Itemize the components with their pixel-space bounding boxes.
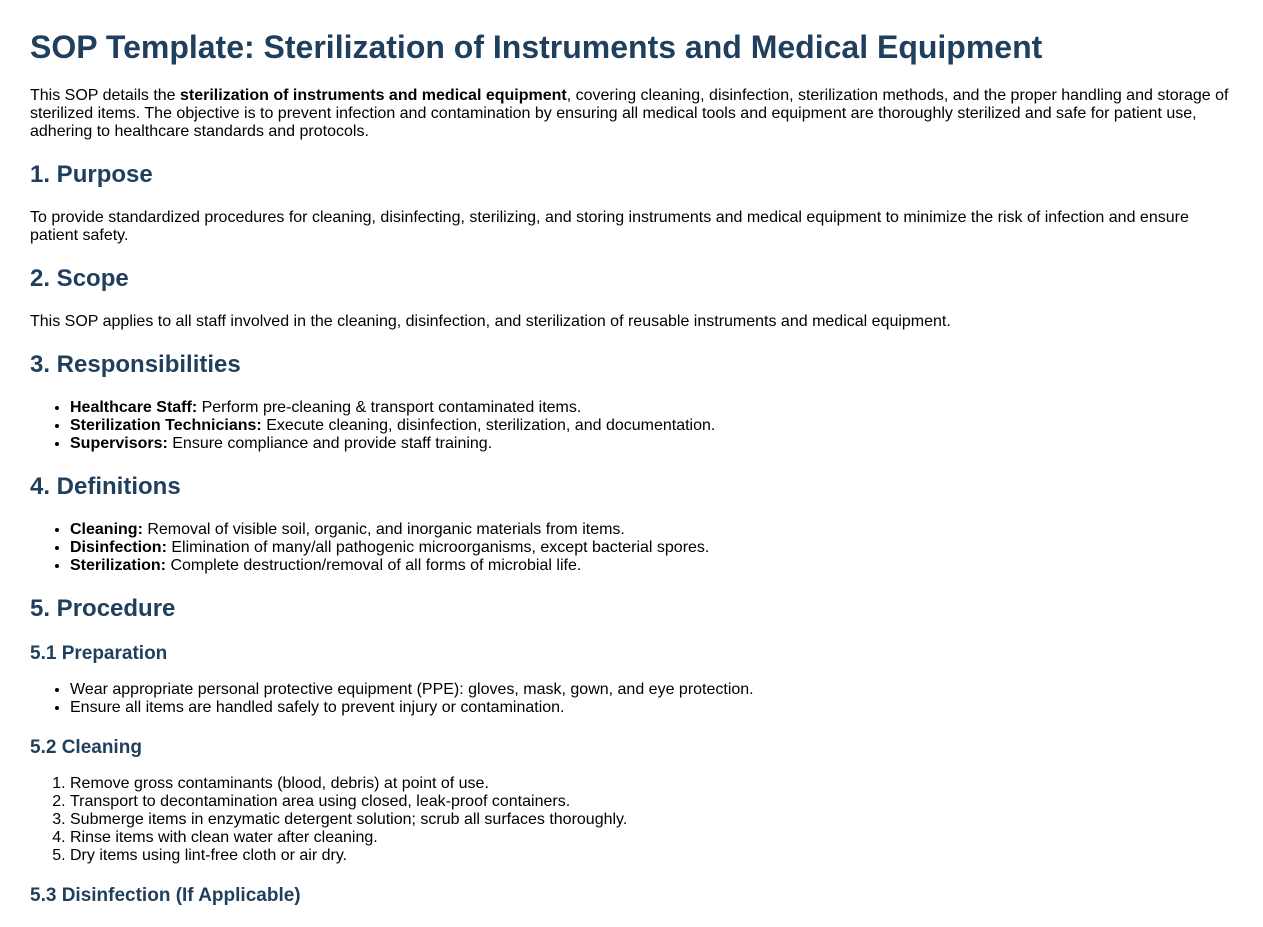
responsibility-term: Sterilization Technicians: xyxy=(70,417,262,434)
list-item: 4. Rinse items with clean water after cleaning. xyxy=(70,829,1233,847)
intro-text-bold: sterilization of instruments and medical equipment xyxy=(180,87,567,104)
preparation-list xyxy=(30,681,1233,717)
responsibility-term: Healthcare Staff: xyxy=(70,399,198,416)
definition-term: Cleaning: xyxy=(70,521,143,538)
list-item: • Ensure all items are handled safely to prevent injury or contamination. xyxy=(70,699,1233,717)
list-item xyxy=(70,521,1233,539)
responsibility-desc: Execute cleaning, disinfection, sterilization, and documentation. xyxy=(261,417,716,434)
cleaning-steps-list xyxy=(30,775,1233,865)
definition-desc: Complete destruction/removal of all forms of microbial life. xyxy=(166,557,582,574)
list-item: 5. Dry items using lint-free cloth or air dry. xyxy=(70,847,1233,865)
responsibility-term: Supervisors: xyxy=(70,435,168,452)
intro-paragraph xyxy=(30,87,1233,141)
responsibility-desc: Perform pre-cleaning & transport contaminated items. xyxy=(197,399,582,416)
list-item xyxy=(70,557,1233,575)
intro-text-after: , covering cleaning, disinfection, sterilization methods, and the proper handling and storage of sterilized items. The objective is to prevent infection and contamination by ensuring all medical tools and equipment are thoroughly sterilized and safe for patient use, adhering to healthcare standards and protocols. xyxy=(30,87,1229,140)
responsibilities-heading: 3. Responsibilities xyxy=(30,351,241,378)
intro-text-before: This SOP details the xyxy=(30,87,180,104)
definition-desc: Elimination of many/all pathogenic microorganisms, except bacterial spores. xyxy=(166,539,710,556)
definition-term: Disinfection: xyxy=(70,539,167,556)
list-item xyxy=(70,417,1233,435)
responsibilities-list xyxy=(30,399,1233,453)
list-item: • Wear appropriate personal protective equipment (PPE): gloves, mask, gown, and eye protection. xyxy=(70,681,1233,699)
list-item xyxy=(70,435,1233,453)
list-item: 1. Remove gross contaminants (blood, debris) at point of use. xyxy=(70,775,1233,793)
scope-text: This SOP applies to all staff involved in the cleaning, disinfection, and sterilization of reusable instruments and medical equipment. xyxy=(30,313,951,330)
preparation-heading: 5.1 Preparation xyxy=(30,643,168,664)
list-item: 3. Submerge items in enzymatic detergent solution; scrub all surfaces thoroughly. xyxy=(70,811,1233,829)
list-item xyxy=(70,539,1233,557)
list-item: 2. Transport to decontamination area using closed, leak-proof containers. xyxy=(70,793,1233,811)
purpose-heading: 1. Purpose xyxy=(30,161,153,188)
disinfection-heading: 5.3 Disinfection (If Applicable) xyxy=(30,885,301,906)
procedure-heading: 5. Procedure xyxy=(30,595,176,622)
definitions-heading: 4. Definitions xyxy=(30,473,181,500)
definition-desc: Removal of visible soil, organic, and inorganic materials from items. xyxy=(142,521,625,538)
purpose-text: To provide standardized procedures for cleaning, disinfecting, sterilizing, and storing instruments and medical equipment to minimize the risk of infection and ensure patient safety. xyxy=(30,209,1189,244)
definitions-list xyxy=(30,521,1233,575)
definition-term: Sterilization: xyxy=(70,557,167,574)
cleaning-heading: 5.2 Cleaning xyxy=(30,737,142,758)
list-item xyxy=(70,399,1233,417)
scope-heading: 2. Scope xyxy=(30,265,129,292)
page-title: SOP Template: Sterilization of Instruments and Medical Equipment xyxy=(30,29,1043,65)
responsibility-desc: Ensure compliance and provide staff training. xyxy=(167,435,493,452)
